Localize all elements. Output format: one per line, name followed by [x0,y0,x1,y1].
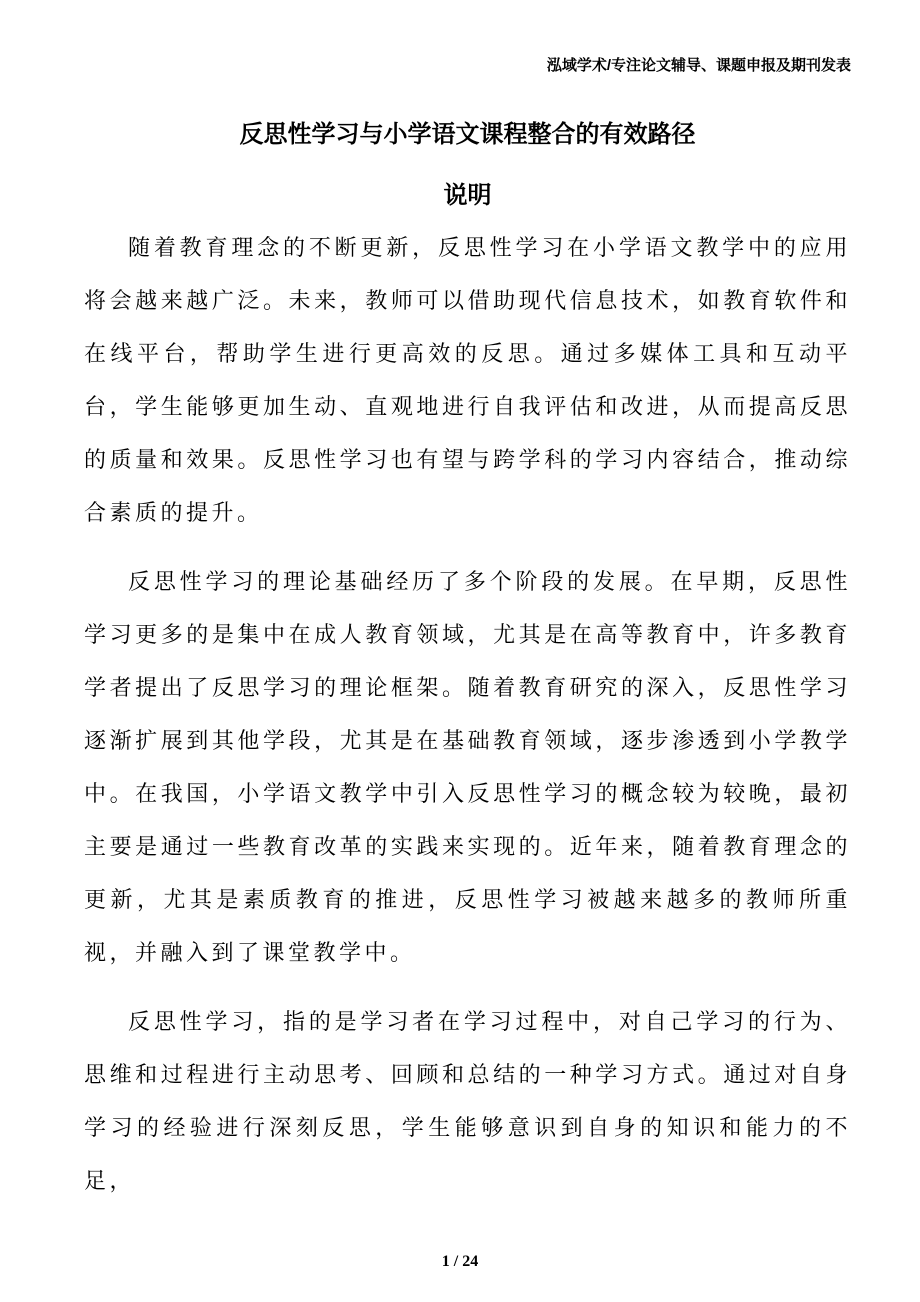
body-paragraph: 随着教育理念的不断更新，反思性学习在小学语文教学中的应用将会越来越广泛。未来，教师可以借助现代信息技术，如教育软件和在线平台，帮助学生进行更高效的反思。通过多媒体工具和互动平台，学生能够更加生动、直观地进行自我评估和改进，从而提高反思的质量和效果。反思性学习也有望与跨学科的学习内容结合，推动综合素质的提升。 [84,235,851,525]
header-text: 泓域学术/专注论文辅导、课题申报及期刊发表 [546,57,851,74]
body-paragraph: 反思性学习的理论基础经历了多个阶段的发展。在早期，反思性学习更多的是集中在成人教育领域，尤其是在高等教育中，许多教育学者提出了反思学习的理论框架。随着教育研究的深入，反思性学习逐渐扩展到其他学段，尤其是在基础教育领域，逐步渗透到小学教学中。在我国，小学语文教学中引入反思性学习的概念较为较晚，最初主要是通过一些教育改革的实践来实现的。近年来，随着教育理念的更新，尤其是素质教育的推进，反思性学习被越来越多的教师所重视，并融入到了课堂教学中。 [84,569,851,965]
document-title: 反思性学习与小学语文课程整合的有效路径 [239,121,696,148]
body-paragraph: 反思性学习，指的是学习者在学习过程中，对自己学习的行为、思维和过程进行主动思考、回顾和总结的一种学习方式。通过对自身学习的经验进行深刻反思，学生能够意识到自身的知识和能力的不足， [84,1009,851,1193]
page-number: 1 / 24 [441,1253,479,1270]
section-heading: 说明 [443,182,492,209]
document-body [84,221,851,1207]
